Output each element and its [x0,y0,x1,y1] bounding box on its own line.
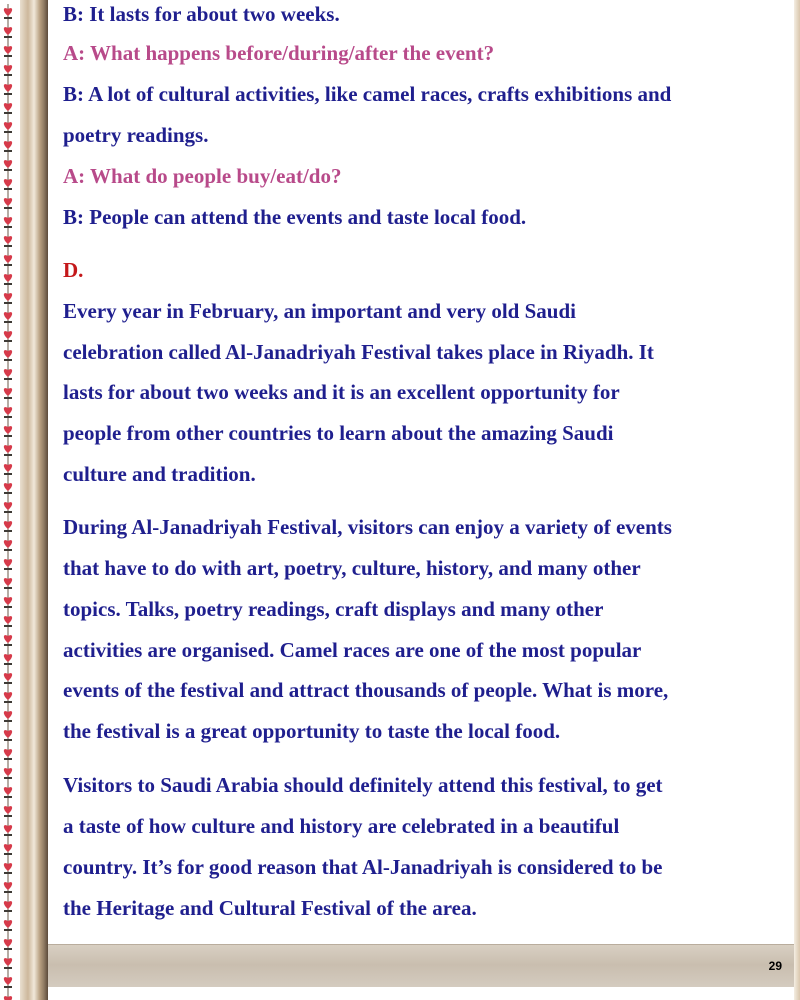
heart-icon [4,882,12,890]
heart-icon [4,654,12,662]
footer-bar [48,944,794,987]
heart-icon [4,540,12,548]
dialogue-line: B: It lasts for about two weeks. [63,2,340,26]
dialogue-line: B: People can attend the events and taste local food. [63,205,527,229]
paragraph-line: the festival is a great opportunity to taste the local food. [63,719,561,743]
heart-icon [4,825,12,833]
paragraph-line: lasts for about two weeks and it is an excellent opportunity for [63,380,620,404]
paragraph-line: activities are organised. Camel races are one of the most popular [63,638,642,662]
heart-icon [4,426,12,434]
dialogue-line: A: What happens before/during/after the event? [63,41,495,65]
heart-icon [4,768,12,776]
heart-icon [4,8,12,16]
paragraph-line: a taste of how culture and history are celebrated in a beautiful [63,814,620,838]
heart-icon [4,65,12,73]
heart-icon [4,958,12,966]
heart-icon [4,160,12,168]
paragraph-line: culture and tradition. [63,462,256,486]
heart-icon [4,920,12,928]
paragraph-line: During Al-Janadriyah Festival, visitors can enjoy a variety of events [63,515,672,539]
decorative-right-edge [794,0,800,1000]
heart-icon [4,445,12,453]
heart-icon [4,863,12,871]
heart-icon [4,293,12,301]
heart-icon [4,217,12,225]
dialogue-line: poetry readings. [63,123,209,147]
decorative-left-border [0,0,48,1000]
heart-icon [4,559,12,567]
heart-icon [4,179,12,187]
heart-icon [4,407,12,415]
heart-icon [4,730,12,738]
paragraph-line: events of the festival and attract thousands of people. What is more, [63,678,669,702]
heart-icon [4,274,12,282]
paragraph-line: topics. Talks, poetry readings, craft displays and many other [63,597,604,621]
paragraph-line: the Heritage and Cultural Festival of the area. [63,896,477,920]
heart-icon [4,103,12,111]
heart-icon [4,483,12,491]
heart-icon [4,521,12,529]
heart-icon [4,141,12,149]
paragraph-line: that have to do with art, poetry, culture, history, and many other [63,556,641,580]
dialogue-line: B: A lot of cultural activities, like camel races, crafts exhibitions and [63,82,672,106]
paragraph-line: celebration called Al-Janadriyah Festival takes place in Riyadh. It [63,340,654,364]
page-number: 29 [768,959,782,973]
heart-icon [4,673,12,681]
heart-icon [4,122,12,130]
heart-icon [4,84,12,92]
heart-icon [4,692,12,700]
heart-icon [4,369,12,377]
heart-icon [4,331,12,339]
heart-icon [4,939,12,947]
heart-icon [4,312,12,320]
heart-icon [4,616,12,624]
heart-icon [4,27,12,35]
heart-icon [4,787,12,795]
dialogue-line: A: What do people buy/eat/do? [63,164,342,188]
heart-icon [4,901,12,909]
heart-icon [4,806,12,814]
heart-icon [4,844,12,852]
heart-icon [4,198,12,206]
heart-icon [4,977,12,985]
heart-icon [4,255,12,263]
heart-icon [4,46,12,54]
heart-icon [4,236,12,244]
paragraph-line: Visitors to Saudi Arabia should definitely attend this festival, to get [63,773,663,797]
paragraph-line: people from other countries to learn about the amazing Saudi [63,421,614,445]
heart-icon [4,388,12,396]
heart-icon [4,597,12,605]
heart-icon [4,635,12,643]
heart-chain-decoration [0,0,48,1000]
section-label: D. [63,258,84,282]
paragraph-line: Every year in February, an important and very old Saudi [63,299,576,323]
heart-icon [4,711,12,719]
heart-icon [4,502,12,510]
heart-icon [4,464,12,472]
heart-icon [4,350,12,358]
paragraph-line: country. It’s for good reason that Al-Janadriyah is considered to be [63,855,663,879]
heart-icon [4,578,12,586]
heart-icon [4,749,12,757]
